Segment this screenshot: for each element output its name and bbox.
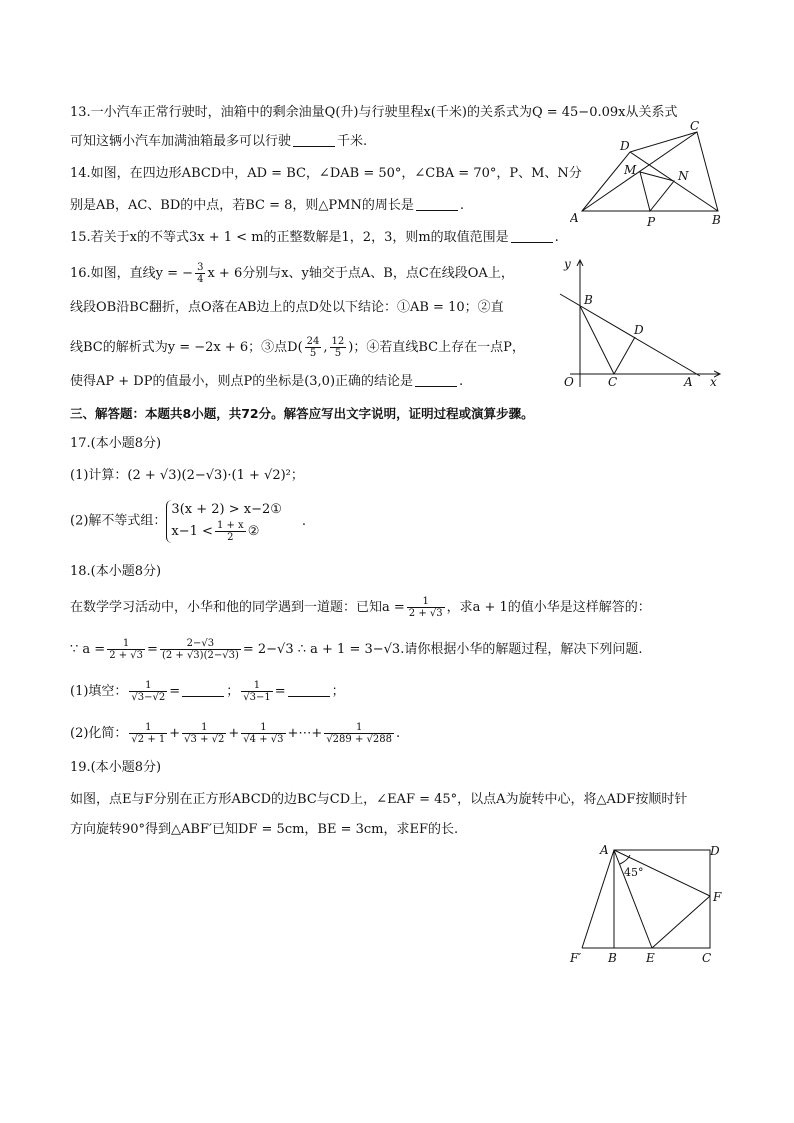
q16-label-a: A (684, 375, 693, 389)
q16-label-x: x (710, 375, 717, 389)
q16-text-a: 16.如图，直线y = − (70, 266, 194, 281)
q13-line1: 13.一小汽车正常行驶时，油箱中的剩余油量Q(升)与行驶里程x(千米)的关系式为Q = 45−0.09x从关系式 (70, 105, 678, 120)
q16-line2: 线段OB沿BC翻折，点O落在AB边上的点D处以下结论：①AB = 10；②直 (70, 300, 504, 315)
q17-part2 (70, 500, 306, 543)
q14-label-p: P (647, 215, 656, 229)
q16-figure (550, 252, 730, 392)
q16-answer-blank[interactable] (415, 374, 457, 387)
q16-line1 (70, 262, 514, 285)
q14-tail: . (459, 198, 464, 213)
q14-label-c: C (690, 119, 700, 133)
q16-point-y: $\frac{12}{5}$ (331, 336, 345, 359)
q19-label-f: F (713, 890, 722, 904)
q16-point-x: $\frac{24}{5}$ (306, 336, 320, 359)
q19-label-d: D (710, 844, 720, 858)
q18-term-last: $\frac{1}{√289 + √288}$ (326, 722, 392, 745)
q18-blank-2[interactable] (288, 684, 330, 697)
q18-term-1: $\frac{1}{√2 + 1}$ (131, 722, 166, 745)
q16-label-d: D (634, 323, 644, 337)
q14-label-n: N (678, 169, 689, 183)
q19-line2: 方向旋转90°得到△ABF′已知DF = 5cm，BE = 3cm，求EF的长. (70, 822, 459, 837)
q16-label-c: C (608, 375, 618, 389)
q16-tail: . (459, 374, 464, 389)
q16-slope-fraction: $\frac{3}{4}$ (197, 262, 204, 285)
q14-label-d: D (620, 139, 630, 153)
q18-part2: (2)化简： $\frac{1}{√2 + 1}$ + $\frac{1}{√3 + √2}$ + $\frac{1}{√4 + √3}$ +⋯+ $\frac{1}{√289 + √288}$ . (70, 722, 401, 745)
q17-ineq2: x−1 < $\frac{1 + x}{2}$ ② (171, 520, 260, 543)
q19-line1: 如图，点E与F分别在正方形ABCD的边BC与CD上，∠EAF = 45°，以点A为旋转中心，将△ADF按顺时针 (70, 792, 688, 807)
segment-af1 (582, 850, 614, 948)
q18-solution: ∵ a = $\frac{1}{2 + √3}$ = $\frac{2-√3}{(2 + √3)(2-√3)}$ = 2−√3 ∴ a + 1 = 3−√3.请你根据小华的解题过程，解决下列问题. (70, 638, 643, 661)
q19-header: 19.(本小题8分) (70, 760, 162, 775)
q16-label-y: y (564, 257, 571, 271)
q14-label-b: B (712, 213, 721, 227)
q18-term-3: $\frac{1}{√4 + √3}$ (243, 722, 284, 745)
q17-header: 17.(本小题8分) (70, 436, 162, 451)
q17-ineq1: 3(x + 2) > x−2① (171, 502, 282, 517)
q18-a-fraction: $\frac{1}{2 + √3}$ (408, 596, 443, 619)
q15-line1 (70, 228, 559, 248)
q19-label-c: C (702, 951, 712, 965)
q15-answer-blank[interactable] (511, 230, 553, 243)
q14-answer-blank[interactable] (416, 198, 458, 211)
q16-text-e: 使得AP + DP的值最小，则点P的坐标是(3,0)正确的结论是 (70, 374, 414, 389)
q18-term-2: $\frac{1}{√3 + √2}$ (184, 722, 225, 745)
q19-label-f-prime: F′ (570, 951, 582, 965)
q17-part2-label: (2)解不等式组： (70, 513, 167, 529)
q17-part1: (1)计算：(2 + √3)(2−√3)·(1 + √2)²； (70, 468, 304, 483)
q16-line4 (70, 372, 463, 392)
q18-header: 18.(本小题8分) (70, 564, 162, 579)
q14-label-a: A (570, 211, 579, 225)
q19-angle-label: 45° (624, 866, 644, 879)
q17-inequality-system (166, 500, 281, 543)
q19-label-e: E (646, 951, 655, 965)
segment-ef (652, 896, 710, 948)
q19-label-b: B (608, 951, 617, 965)
q14-label-m: M (624, 163, 637, 177)
q19-figure (568, 838, 728, 970)
q16-text-b: x + 6分别与x、y轴交于点A、B，点C在线段OA上， (207, 266, 514, 281)
q13-tail: 千米. (337, 134, 368, 149)
q18-part1: (1)填空： $\frac{1}{√3-√2}$ = ； $\frac{1}{√3-1}$ = ； (70, 680, 345, 703)
q16-label-o: O (564, 375, 574, 389)
q15-text: 15.若关于x的不等式3x + 1 < m的正整数解是1，2，3，则m的取值范围是 (70, 230, 509, 245)
section-3-heading: 三、解答题：本题共8小题，共72分。解答应写出文字说明，证明过程或演算步骤。 (70, 406, 534, 421)
q13-line2 (70, 132, 367, 152)
q14-text: 别是AB，AC、BD的中点，若BC = 8，则△PMN的周长是 (70, 198, 414, 213)
segment-cd (614, 337, 635, 374)
q16-label-b: B (584, 293, 593, 307)
q15-tail: . (554, 230, 559, 245)
q13-text: 可知这辆小汽车加满油箱最多可以行驶 (70, 134, 292, 149)
q14-line2 (70, 196, 464, 216)
angle-arc (620, 855, 630, 864)
q18-intro: 在数学学习活动中，小华和他的同学遇到一道题：已知a = $\frac{1}{2 + √3}$ ，求a + 1的值小华是这样解答的： (70, 596, 651, 619)
q14-line1: 14.如图，在四边形ABCD中，AD = BC，∠DAB = 50°，∠CBA = 70°，P、M、N分 (70, 166, 582, 181)
quad-abcd (582, 132, 718, 211)
square-abcd (614, 850, 710, 948)
q13-answer-blank[interactable] (293, 134, 335, 147)
line-ab (560, 294, 700, 376)
q16-line3: 线BC的解析式为y = −2x + 6；③点D( $\frac{24}{5}$ , $\frac{12}{5}$ )；④若直线BC上存在一点P， (70, 336, 525, 359)
q14-figure (570, 118, 735, 230)
q16-text-c: 线BC的解析式为y = −2x + 6；③点D( (70, 340, 303, 355)
q17-end: . (301, 513, 307, 529)
q19-label-a: A (600, 843, 609, 857)
q18-blank-1[interactable] (182, 684, 224, 697)
segment-ae (614, 850, 652, 948)
q16-text-d: )；④若直线BC上存在一点P， (348, 340, 525, 355)
